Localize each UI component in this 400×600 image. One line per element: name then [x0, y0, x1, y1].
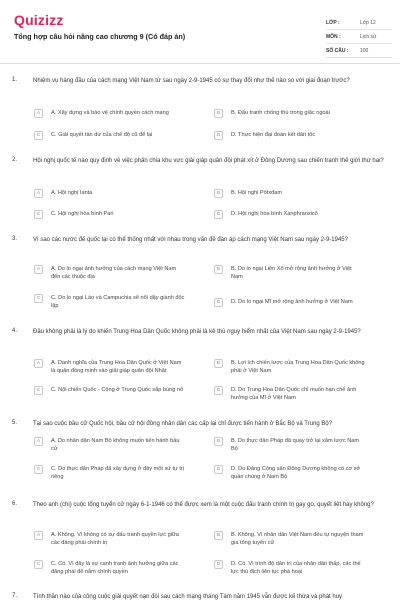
option-badge: C	[34, 560, 43, 569]
question-number: 4.	[12, 328, 18, 334]
question-text: Tình thần nào của công cuộc giải quyết nạn đói sau cách mạng tháng Tám năm 1945 vẫn được kế thừa và phát huy	[33, 594, 343, 600]
option-c[interactable]	[34, 560, 185, 576]
option-badge: A	[34, 359, 43, 368]
question-text: Tại sao cuộc bầu cử Quốc hội, bầu cử hội đồng nhân dân các cấp lại chỉ được tiến hành ở Bắc Bộ và Trung Bộ?	[33, 421, 333, 427]
option-badge: C	[34, 131, 43, 140]
option-text: B. Do thực dân Pháp đã quay trở lại xâm lược Nam Bộ	[231, 438, 359, 453]
question-number: 2.	[12, 157, 18, 163]
option-text: D. Thực hiện đại đoàn kết dân tộc	[231, 132, 316, 138]
option-b[interactable]	[214, 359, 365, 375]
option-text: C. Do lo ngại Lào và Campuchia sẽ nổi dậy giành độc lập	[51, 295, 185, 310]
meta-row-count	[326, 44, 392, 58]
option-text: D. Do lo ngại Mĩ mở rộng ảnh hưởng ở Việt Nam	[231, 299, 353, 305]
meta-value: Lớp 12	[360, 19, 376, 26]
question-number: 5.	[12, 420, 18, 426]
question-number: 1.	[12, 77, 18, 83]
worksheet-meta	[326, 16, 392, 58]
option-d[interactable]	[214, 465, 365, 481]
option-c[interactable]	[34, 131, 185, 140]
option-b[interactable]	[214, 109, 365, 118]
option-badge: C	[34, 386, 43, 395]
question-text: Nhiệm vụ hàng đầu của cách mạng Việt Nam từ sau ngày 2-9-1945 có sự thay đổi như thế nào so với giai đoạn trước?	[33, 78, 350, 84]
option-text: B. Do lo ngại Liên Xô mở rộng ảnh hưởng ở Việt Nam	[231, 266, 352, 281]
meta-value: Lịch sử	[360, 33, 377, 40]
option-badge: C	[34, 294, 43, 303]
option-text: A. Do lo ngại ảnh hưởng của cách mạng Việt Nam đến các thuộc địa	[51, 266, 177, 281]
option-badge: D	[214, 210, 223, 219]
option-a[interactable]	[34, 531, 185, 547]
worksheet-title: Tổng hợp câu hỏi nâng cao chương 9 (Có đáp án)	[14, 32, 186, 41]
option-badge: D	[214, 298, 223, 307]
meta-row-class	[326, 16, 392, 30]
option-d[interactable]	[214, 210, 365, 219]
question-number: 3.	[12, 236, 18, 242]
option-a[interactable]	[34, 359, 185, 375]
option-c[interactable]	[34, 294, 185, 310]
option-badge: B	[214, 189, 223, 198]
option-badge: D	[214, 465, 223, 474]
option-text: C. Do thực dân Pháp đã xây dựng ở đây một sứ tự trị riêng	[51, 466, 185, 481]
worksheet-header	[0, 0, 400, 62]
option-b[interactable]	[214, 265, 365, 281]
option-badge: D	[214, 560, 223, 569]
meta-key: MÔN :	[326, 33, 341, 40]
header-divider	[0, 63, 400, 64]
meta-key: LỚP :	[326, 19, 340, 26]
option-badge: B	[214, 531, 223, 540]
question-number: 6.	[12, 501, 18, 507]
option-text: C. Hội nghị hòa bình Pari	[51, 211, 114, 217]
option-badge: B	[214, 265, 223, 274]
option-text: D. Có. Vì trình độ dân trí của nhân dân thấp, các thế lực thù địch liên tục phá hoại	[231, 561, 361, 576]
quizizz-logo: Quizizz	[14, 12, 64, 28]
option-d[interactable]	[214, 131, 365, 140]
option-c[interactable]	[34, 465, 185, 481]
option-text: C. Có. Vì đây là sự cạnh tranh ảnh hưởng giữa các đảng phái để nắm chính quyền	[51, 561, 179, 576]
option-text: B. Lợi ích chiến lược của Trung Hoa Dân Quốc không phải ở Việt Nam	[231, 360, 365, 375]
option-text: A. Do nhân dân Nam Bộ không muốn tiến hành bầu cử	[51, 438, 180, 453]
question-number: 7.	[12, 593, 18, 599]
question-text: Vì sao các nước đế quốc lại có thể thống nhất với nhau trong vấn đề đàn áp cách mạng Việt Nam sau ngày 2-9-1945?	[33, 237, 348, 243]
option-b[interactable]	[214, 531, 365, 547]
option-badge: C	[34, 465, 43, 474]
meta-key: SỐ CÂU :	[326, 47, 349, 54]
option-badge: D	[214, 131, 223, 140]
option-c[interactable]	[34, 210, 185, 219]
option-badge: A	[34, 437, 43, 446]
option-badge: C	[34, 210, 43, 219]
option-badge: A	[34, 531, 43, 540]
option-d[interactable]	[214, 298, 365, 307]
option-badge: A	[34, 109, 43, 118]
option-text: D. Do Đảng Cộng sản Đông Dương không có cơ sở quần chúng ở Nam Bộ	[231, 466, 361, 481]
option-text: C. Giải quyết tàn dư của chế độ cũ để lại	[51, 132, 153, 138]
option-badge: A	[34, 189, 43, 198]
option-text: A. Danh nghĩa của Trung Hoa Dân Quốc ở Việt Nam là quân đồng minh vào giải giáp quân đội Nhật	[51, 360, 182, 375]
option-a[interactable]	[34, 109, 185, 118]
option-d[interactable]	[214, 386, 365, 402]
option-badge: B	[214, 437, 223, 446]
option-text: A. Xây dựng và bảo vệ chính quyền cách mạng	[51, 110, 169, 116]
option-text: A. Hội nghị Ianta	[51, 190, 93, 196]
option-a[interactable]	[34, 265, 185, 281]
option-text: C. Nội chiến Quốc - Cộng ở Trung Quốc sắp bùng nổ	[51, 387, 184, 393]
question-text: Theo anh (chị) cuộc tổng tuyển cử ngày 6-1-1946 có thể được xem là một cuộc đấu tranh chính trị gay go, quyết liệt hay không?	[33, 502, 374, 508]
option-a[interactable]	[34, 189, 185, 198]
option-text: B. Không. Vì nhân dân Việt Nam đều tự nguyện tham gia tổng tuyển cử	[231, 532, 364, 547]
option-d[interactable]	[214, 560, 365, 576]
option-a[interactable]	[34, 437, 185, 453]
option-b[interactable]	[214, 189, 365, 198]
option-text: D. Do Trung Hoa Dân Quốc chỉ muốn hạn chế ảnh hưởng của Mĩ ở Việt Nam	[231, 387, 357, 402]
option-b[interactable]	[214, 437, 365, 453]
option-text: B. Đấu tranh chống thù trong giặc ngoài	[231, 110, 330, 116]
option-badge: D	[214, 386, 223, 395]
option-badge: A	[34, 265, 43, 274]
option-badge: B	[214, 109, 223, 118]
option-badge: B	[214, 359, 223, 368]
option-c[interactable]	[34, 386, 185, 395]
question-text: Đâu không phải là lý do khiến Trung Hoa Dân Quốc không phải là kẻ thù nguy hiểm nhất của Việt Nam sau ngày 2-9-1945?	[33, 329, 361, 335]
option-text: B. Hội nghị Pốtxđam	[231, 190, 282, 196]
option-text: A. Không. Vì không có sự đấu tranh quyền lực giữa các đảng phái chính trị	[51, 532, 179, 547]
meta-row-subject	[326, 30, 392, 44]
option-text: D. Hội nghị hòa bình Xanphranxicô	[231, 211, 318, 217]
question-text: Hội nghị quốc tế nào quy định về việc phân chia khu vực giải giáp quân đội phát xít ở Đông Dương sau chiến tranh thế giới thứ hai?	[33, 158, 384, 164]
meta-value: 100	[360, 47, 369, 54]
